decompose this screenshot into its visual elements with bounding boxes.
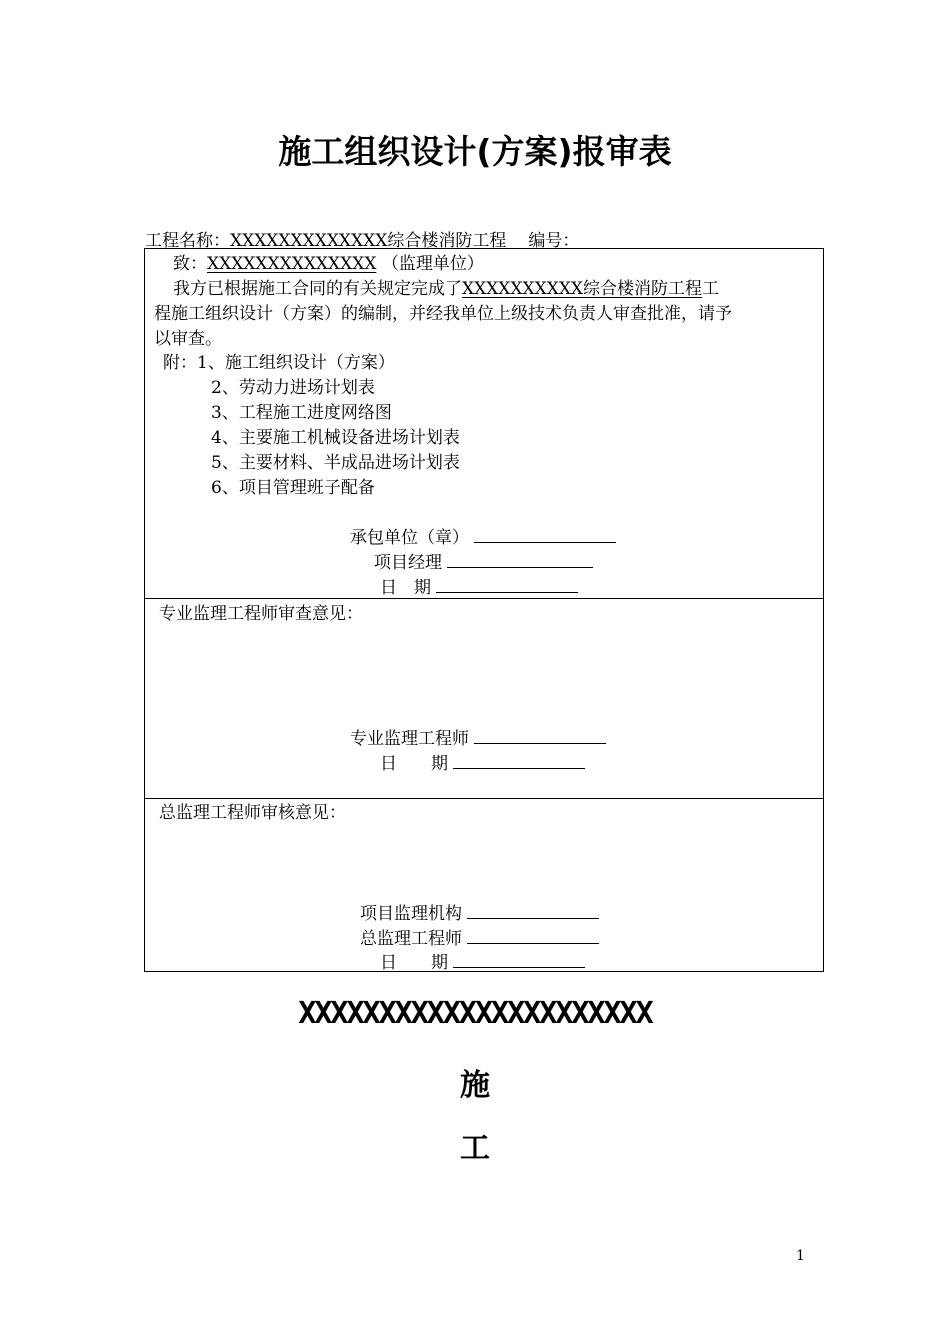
document-title: 施工组织设计(方案)报审表 [278,132,672,171]
attachment-item: 4、主要施工机械设备进场计划表 [211,428,460,448]
supervision-unit-name: XXXXXXXXXXXXXX [207,254,377,274]
date-blank[interactable] [453,951,585,968]
approval-form-table [144,248,824,972]
chief-signature-line [360,927,599,950]
project-name-inline: XXXXXXXXXX综合楼消防工程 [462,279,703,299]
body-text-a: 我方已根据施工合同的有关规定完成了 [173,279,462,299]
org-label: 项目监理机构 [360,904,462,924]
pm-signature-line [374,551,593,574]
body-line-2: 程施工组织设计（方案）的编制，并经我单位上级技术负责人审查批准，请予 [154,304,732,324]
attachment-item: 附：1、施工组织设计（方案） [163,353,395,373]
attachment-item: 5、主要材料、半成品进场计划表 [211,453,460,473]
addressee-prefix: 致： [173,254,207,274]
contractor-signature-line [350,526,616,549]
section-divider [145,798,823,799]
company-name-heading: XXXXXXXXXXXXXXXXXXXXXX [298,996,652,1031]
project-name-value: XXXXXXXXXXXXX综合楼消防工程 [230,231,507,251]
date-line-2 [380,752,585,775]
specialist-signature-line [350,727,606,750]
pm-blank[interactable] [447,551,593,568]
org-signature-line [360,902,599,925]
attachment-item: 3、工程施工进度网络图 [211,403,392,423]
attachment-item: 6、项目管理班子配备 [211,478,375,498]
addressee-line [173,253,484,275]
cover-char: 施 [460,1068,490,1103]
specialist-review-heading: 专业监理工程师审查意见： [159,604,363,624]
body-text-c: 工 [702,279,720,299]
section-divider [145,598,823,599]
page-number: 1 [796,1248,805,1264]
attachment-item: 2、劳动力进场计划表 [211,378,375,398]
date-label: 日 期 [380,754,448,774]
cover-char: 工 [460,1131,490,1166]
date-line-1 [380,576,578,599]
project-name-label: 工程名称： [145,231,230,251]
contractor-label: 承包单位（章） [350,528,469,548]
org-blank[interactable] [467,902,599,919]
date-label: 日 期 [380,578,431,598]
date-label: 日 期 [380,953,448,973]
specialist-label: 专业监理工程师 [350,729,469,749]
body-line-1 [173,278,719,300]
addressee-suffix: （监理单位） [381,254,484,274]
chief-review-heading: 总监理工程师审核意见： [159,803,346,823]
date-blank[interactable] [436,576,578,593]
pm-label: 项目经理 [374,553,442,573]
specialist-blank[interactable] [474,727,606,744]
body-line-3: 以审查。 [154,329,222,349]
date-line-3 [380,951,585,974]
date-blank[interactable] [453,752,585,769]
contractor-blank[interactable] [474,526,616,543]
chief-blank[interactable] [467,927,599,944]
chief-label: 总监理工程师 [360,929,462,949]
number-label: 编号： [528,231,580,251]
